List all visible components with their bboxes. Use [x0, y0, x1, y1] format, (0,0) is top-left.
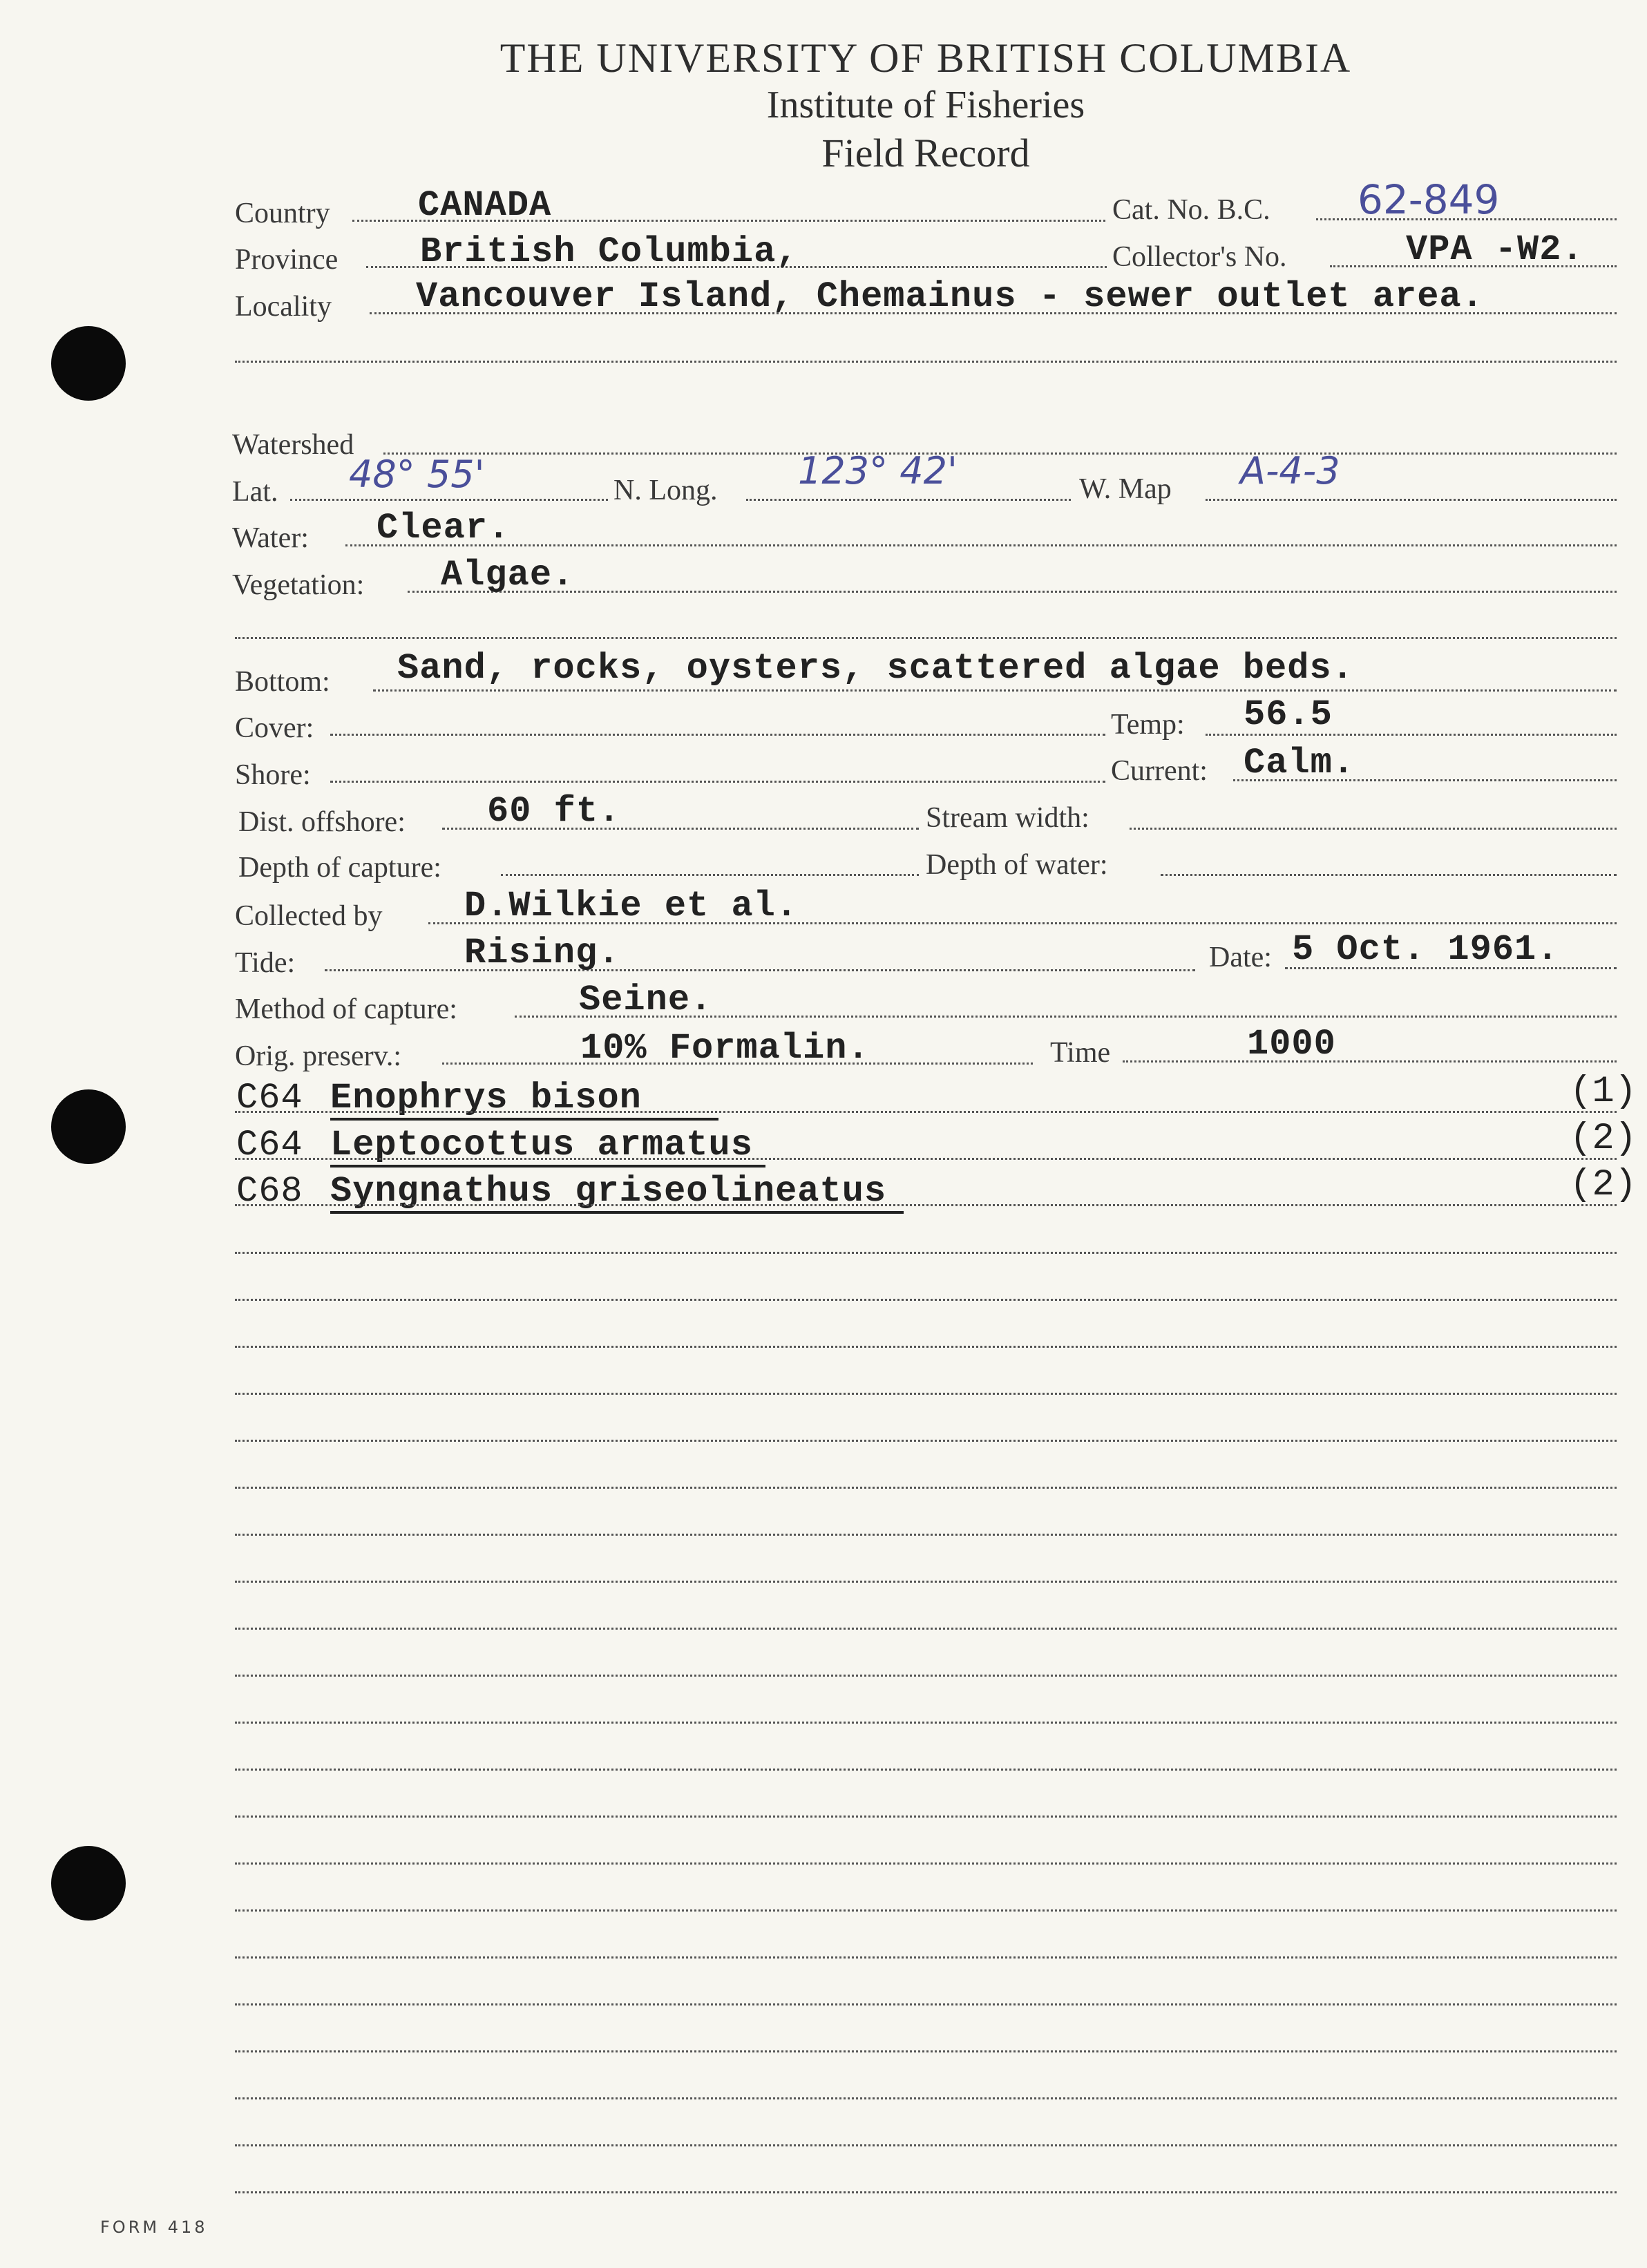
- tide-value: Rising.: [464, 933, 620, 973]
- water-label: Water:: [232, 522, 309, 554]
- ruled-line: [235, 1816, 1617, 1818]
- punch-hole-bottom: [51, 1846, 126, 1921]
- cat-no-label: Cat. No. B.C.: [1112, 194, 1270, 226]
- species-count: (2): [1570, 1164, 1637, 1206]
- lat-label: Lat.: [232, 476, 278, 508]
- collected-by-value: D.Wilkie et al.: [464, 886, 799, 926]
- species-name: Syngnathus griseolineatus: [330, 1171, 887, 1212]
- species-name: Leptocottus armatus: [330, 1125, 753, 1165]
- locality-value: Vancouver Island, Chemainus - sewer outlet area.: [416, 276, 1484, 317]
- country-label: Country: [235, 198, 330, 229]
- ruled-line: [235, 1534, 1617, 1536]
- province-value: British Columbia,: [420, 231, 799, 272]
- lat-value: 48° 55': [349, 452, 485, 496]
- form-title: Field Record: [821, 131, 1030, 175]
- ruled-line: [235, 2097, 1617, 2099]
- dist-offshore-value: 60 ft.: [487, 791, 621, 832]
- punch-hole-middle: [51, 1089, 126, 1164]
- method-value: Seine.: [579, 980, 713, 1020]
- orig-preserv-label: Orig. preserv.:: [235, 1040, 402, 1072]
- ruled-line: [235, 1722, 1617, 1724]
- species-code: C64: [236, 1125, 303, 1165]
- ruled-line: [235, 1252, 1617, 1254]
- depth-capture-label: Depth of capture:: [238, 852, 441, 884]
- date-label: Date:: [1209, 942, 1272, 973]
- ruled-line: [235, 1440, 1617, 1442]
- bottom-value: Sand, rocks, oysters, scattered algae beds.: [397, 648, 1354, 689]
- method-label: Method of capture:: [235, 993, 457, 1025]
- stream-width-label: Stream width:: [926, 802, 1089, 834]
- ruled-line: [235, 2003, 1617, 2005]
- form-number: FORM 418: [100, 2218, 208, 2237]
- temp-value: 56.5: [1244, 694, 1333, 735]
- ruled-line: [235, 2144, 1617, 2146]
- department-title: Institute of Fisheries: [766, 84, 1085, 126]
- depth-water-label: Depth of water:: [926, 849, 1108, 881]
- ruled-line: [235, 1346, 1617, 1348]
- ruled-line: [235, 1628, 1617, 1630]
- date-value: 5 Oct. 1961.: [1292, 929, 1559, 970]
- long-value: 123° 42': [798, 449, 958, 493]
- collected-by-label: Collected by: [235, 900, 383, 932]
- dist-offshore-label: Dist. offshore:: [238, 806, 406, 838]
- province-label: Province: [235, 244, 339, 276]
- ruled-line: [235, 1956, 1617, 1959]
- ruled-line: [235, 2191, 1617, 2193]
- ruled-line: [235, 1909, 1617, 1912]
- ruled-line: [235, 1487, 1617, 1489]
- time-label: Time: [1050, 1037, 1111, 1069]
- cat-no-value: 62-849: [1358, 176, 1500, 223]
- species-count: (1): [1570, 1071, 1637, 1113]
- map-value: A-4-3: [1240, 449, 1340, 493]
- current-value: Calm.: [1244, 743, 1355, 783]
- collector-no-value: VPA -W2.: [1406, 229, 1584, 270]
- ruled-line: [235, 1862, 1617, 1865]
- species-name: Enophrys bison: [330, 1078, 642, 1118]
- ruled-line: [235, 1769, 1617, 1771]
- species-code: C68: [236, 1171, 303, 1212]
- institution-title: THE UNIVERSITY OF BRITISH COLUMBIA: [499, 35, 1352, 81]
- current-label: Current:: [1111, 755, 1208, 787]
- ruled-line: [235, 1675, 1617, 1677]
- w-map-label: W. Map: [1079, 473, 1172, 505]
- n-long-label: N. Long.: [613, 475, 718, 506]
- country-value: CANADA: [418, 185, 552, 226]
- vegetation-value: Algae.: [441, 555, 575, 595]
- punch-hole-top: [51, 326, 126, 401]
- ruled-line: [235, 2050, 1617, 2052]
- shore-label: Shore:: [235, 759, 311, 791]
- time-value: 1000: [1247, 1024, 1336, 1065]
- species-count: (2): [1570, 1118, 1637, 1160]
- orig-preserv-value: 10% Formalin.: [580, 1028, 870, 1069]
- bottom-label: Bottom:: [235, 666, 330, 698]
- water-value: Clear.: [377, 508, 511, 549]
- watershed-label: Watershed: [232, 429, 354, 461]
- ruled-line: [235, 1393, 1617, 1395]
- ruled-line: [235, 1581, 1617, 1583]
- collector-no-label: Collector's No.: [1112, 241, 1287, 273]
- vegetation-label: Vegetation:: [232, 569, 365, 601]
- species-code: C64: [236, 1078, 303, 1118]
- ruled-line: [235, 1299, 1617, 1301]
- cover-label: Cover:: [235, 712, 314, 744]
- tide-label: Tide:: [235, 947, 296, 979]
- temp-label: Temp:: [1111, 709, 1185, 741]
- locality-label: Locality: [235, 291, 332, 323]
